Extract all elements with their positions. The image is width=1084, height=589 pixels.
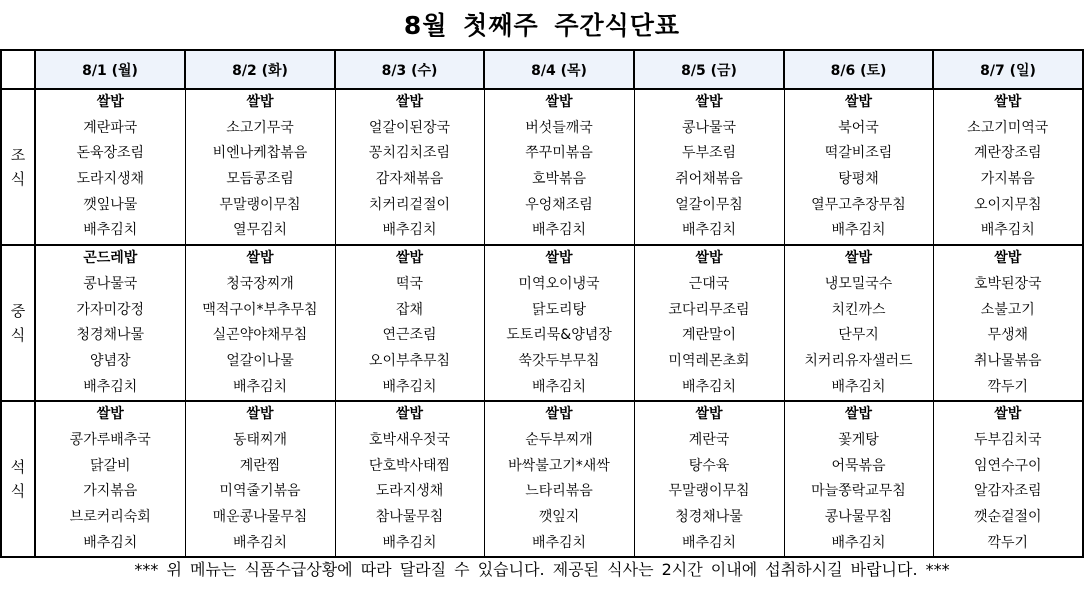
- menu-list: [785, 90, 933, 244]
- menu-item: 쌀밥: [695, 94, 723, 110]
- menu-item: 모듬콩조림: [226, 171, 294, 188]
- menu-item: 맥적구이*부추무침: [202, 301, 318, 318]
- menu-item: 계란파국: [83, 119, 138, 136]
- menu-item: 오이부추무침: [368, 352, 451, 369]
- menu-item: 배추김치: [232, 534, 288, 551]
- menu-item: 배추김치: [681, 378, 737, 395]
- menu-item: 쌀밥: [994, 250, 1022, 267]
- menu-item: 배추김치: [681, 222, 737, 239]
- menu-list: [336, 90, 484, 244]
- meal-label-char: 식: [10, 326, 26, 345]
- weekly-menu-table: [0, 49, 1084, 558]
- menu-item: 감자채볶음: [375, 171, 444, 188]
- menu-item: 근대국: [688, 275, 730, 292]
- day-header: 8/7 (일): [933, 50, 1083, 89]
- menu-item: 곤드레밥: [83, 250, 138, 267]
- menu-item: 청경채나물: [675, 509, 743, 525]
- menu-item: 무말랭이무침: [219, 196, 301, 213]
- menu-item: 북어국: [838, 119, 879, 136]
- menu-item: 소고기무국: [226, 119, 294, 136]
- meal-row: [1, 401, 1083, 557]
- menu-list: [635, 246, 784, 400]
- menu-item: 쌀밥: [844, 406, 873, 423]
- menu-list: [186, 246, 335, 400]
- menu-item: 우엉채조림: [525, 196, 593, 213]
- menu-item: 임연수구이: [973, 457, 1042, 474]
- menu-list: [934, 402, 1083, 556]
- header-row: [1, 50, 1083, 89]
- menu-item: 배추김치: [831, 222, 886, 239]
- menu-item: 깍두기: [987, 534, 1029, 551]
- meal-label-char: 식: [10, 482, 26, 501]
- menu-cell: [484, 89, 634, 245]
- menu-item: 오이지무침: [973, 196, 1042, 213]
- menu-item: 연근조림: [382, 327, 437, 344]
- menu-item: 쌀밥: [695, 250, 723, 267]
- menu-item: 닭도리탕: [531, 301, 587, 318]
- menu-item: 치킨까스: [831, 301, 886, 318]
- menu-item: 실곤약야채무침: [212, 327, 308, 344]
- footer-notice: *** 위 메뉴는 식품수급상황에 따라 달라질 수 있습니다. 제공된 식사는 2시간 이내에 섭취하시길 바랍니다. ***: [134, 560, 950, 579]
- menu-cell: [35, 89, 185, 245]
- menu-item: 청경채나물: [76, 327, 145, 344]
- menu-item: 깍두기: [987, 378, 1029, 395]
- menu-item: 배추김치: [83, 378, 138, 395]
- menu-item: 쌀밥: [96, 94, 124, 110]
- menu-item: 호박된장국: [973, 275, 1042, 292]
- menu-item: 닭갈비: [89, 457, 131, 474]
- menu-item: 배추김치: [382, 378, 437, 395]
- day-header: 8/6 (토): [784, 50, 933, 89]
- menu-item: 버섯들깨국: [525, 119, 593, 136]
- meal-label: [1, 89, 35, 245]
- menu-list: [635, 90, 784, 244]
- menu-item: 소고기미역국: [967, 119, 1049, 136]
- menu-list: [36, 246, 185, 400]
- menu-cell: [784, 245, 933, 401]
- menu-item: 콩나물국: [83, 275, 138, 292]
- menu-item: 가지볶음: [83, 483, 138, 500]
- menu-cell: [484, 245, 634, 401]
- menu-list: [934, 246, 1083, 400]
- menu-item: 꽁치김치조림: [368, 145, 451, 162]
- menu-item: 쌀밥: [96, 406, 124, 423]
- page-title: 8월 첫째주 주간식단표: [403, 11, 681, 40]
- menu-item: 알감자조림: [973, 483, 1042, 500]
- menu-cell: [35, 401, 185, 557]
- menu-item: 탕평채: [838, 171, 879, 188]
- menu-item: 무생채: [987, 327, 1029, 344]
- menu-cell: [933, 245, 1083, 401]
- menu-item: 쌀밥: [844, 250, 873, 267]
- menu-cell: [185, 89, 335, 245]
- menu-item: 쌀밥: [545, 406, 573, 423]
- day-header: 8/4 (목): [484, 50, 634, 89]
- corner-cell: [1, 50, 35, 89]
- menu-item: 탕수육: [688, 457, 730, 474]
- menu-item: 가지볶음: [980, 171, 1035, 188]
- menu-item: 브로커리숙회: [69, 509, 151, 525]
- day-header: 8/1 (월): [35, 50, 185, 89]
- menu-list: [336, 402, 484, 556]
- menu-cell: [335, 89, 484, 245]
- menu-item: 배추김치: [531, 534, 587, 551]
- menu-item: 배추김치: [382, 222, 437, 239]
- meal-label-char: 식: [10, 170, 26, 189]
- menu-item: 쌀밥: [695, 406, 723, 423]
- menu-item: 배추김치: [83, 534, 138, 551]
- menu-item: 계란찜: [239, 457, 281, 474]
- menu-item: 치커리유자샐러드: [804, 352, 913, 369]
- menu-item: 가자미강정: [76, 301, 145, 318]
- menu-item: 호박새우젓국: [368, 431, 451, 448]
- menu-cell: [634, 245, 784, 401]
- menu-cell: [634, 89, 784, 245]
- menu-item: 쥐어채볶음: [675, 171, 743, 188]
- menu-cell: [784, 89, 933, 245]
- menu-item: 미역오이냉국: [518, 275, 600, 292]
- menu-cell: [634, 401, 784, 557]
- menu-item: 마늘쫑락교무침: [811, 483, 906, 500]
- menu-item: 콩나물국: [681, 119, 737, 136]
- menu-item: 단무지: [838, 327, 879, 344]
- meal-label: [1, 245, 35, 401]
- menu-item: 바싹불고기*새싹: [508, 457, 610, 474]
- menu-item: 열무고추장무침: [811, 196, 906, 213]
- menu-item: 얼갈이무침: [675, 196, 743, 213]
- menu-item: 미역줄기볶음: [219, 483, 301, 500]
- menu-item: 두부조림: [681, 145, 737, 162]
- menu-item: 배추김치: [232, 378, 288, 395]
- menu-list: [186, 402, 335, 556]
- menu-list: [36, 90, 185, 244]
- menu-item: 어묵볶음: [831, 457, 886, 474]
- menu-item: 쌀밥: [545, 250, 573, 267]
- menu-cell: [484, 401, 634, 557]
- menu-item: 깻잎지: [538, 509, 580, 525]
- menu-item: 깻잎나물: [83, 196, 138, 213]
- menu-item: 미역레몬초회: [668, 352, 750, 369]
- menu-item: 깻순겉절이: [973, 509, 1042, 525]
- menu-item: 쌀밥: [395, 250, 424, 267]
- menu-item: 돈육장조림: [76, 145, 145, 162]
- menu-item: 꽃게탕: [838, 431, 879, 448]
- menu-item: 계란말이: [681, 327, 737, 344]
- menu-item: 쌀밥: [545, 94, 573, 110]
- menu-item: 소불고기: [980, 301, 1035, 318]
- menu-cell: [784, 401, 933, 557]
- menu-item: 비엔나케찹볶음: [212, 145, 308, 162]
- menu-item: 콩가루배추국: [69, 431, 151, 448]
- menu-list: [785, 402, 933, 556]
- menu-item: 배추김치: [831, 534, 886, 551]
- menu-list: [485, 246, 634, 400]
- menu-item: 배추김치: [531, 222, 587, 239]
- menu-item: 떡갈비조림: [824, 145, 893, 162]
- menu-item: 배추김치: [681, 534, 737, 551]
- menu-item: 단호박사태찜: [368, 457, 451, 474]
- menu-cell: [35, 245, 185, 401]
- menu-cell: [933, 401, 1083, 557]
- menu-list: [485, 402, 634, 556]
- menu-item: 얼갈이나물: [226, 352, 294, 369]
- meal-row: [1, 89, 1083, 245]
- menu-list: [635, 402, 784, 556]
- menu-item: 무말랭이무침: [668, 483, 750, 500]
- menu-cell: [335, 401, 484, 557]
- menu-item: 두부김치국: [973, 431, 1042, 448]
- menu-item: 배추김치: [831, 378, 886, 395]
- menu-item: 쌀밥: [246, 250, 274, 267]
- menu-list: [36, 402, 185, 556]
- meal-label-char: 중: [10, 302, 26, 321]
- menu-item: 배추김치: [980, 222, 1035, 239]
- menu-list: [485, 90, 634, 244]
- menu-cell: [933, 89, 1083, 245]
- menu-item: 쭈꾸미볶음: [525, 145, 593, 162]
- menu-cell: [335, 245, 484, 401]
- menu-item: 쌀밥: [395, 406, 424, 423]
- menu-item: 쌀밥: [246, 94, 274, 110]
- menu-item: 얼갈이된장국: [368, 119, 451, 136]
- menu-list: [785, 246, 933, 400]
- menu-item: 참나물무침: [375, 509, 444, 525]
- meal-label-char: 석: [10, 458, 26, 477]
- menu-item: 열무김치: [232, 222, 288, 239]
- menu-item: 취나물볶음: [973, 352, 1042, 369]
- menu-item: 냉모밀국수: [824, 275, 893, 292]
- menu-item: 매운콩나물무침: [212, 509, 308, 525]
- menu-cell: [185, 401, 335, 557]
- menu-item: 쌀밥: [994, 94, 1022, 110]
- menu-item: 양념장: [89, 352, 131, 369]
- menu-item: 콩나물무침: [824, 509, 893, 525]
- menu-item: 도토리묵&양념장: [506, 327, 612, 344]
- day-header: 8/5 (금): [634, 50, 784, 89]
- menu-item: 도라지생채: [375, 483, 444, 500]
- meal-row: [1, 245, 1083, 401]
- meal-label-char: 조: [10, 146, 26, 165]
- menu-item: 배추김치: [382, 534, 437, 551]
- day-header: 8/2 (화): [185, 50, 335, 89]
- menu-item: 동태찌개: [232, 431, 288, 448]
- day-header: 8/3 (수): [335, 50, 484, 89]
- menu-item: 떡국: [395, 275, 424, 292]
- menu-item: 치커리겉절이: [368, 196, 451, 213]
- meal-label: [1, 401, 35, 557]
- menu-list: [186, 90, 335, 244]
- menu-list: [336, 246, 484, 400]
- menu-item: 청국장찌개: [226, 275, 294, 292]
- menu-item: 도라지생채: [76, 171, 145, 188]
- menu-item: 쌀밥: [246, 406, 274, 423]
- menu-item: 코다리무조림: [668, 301, 750, 318]
- menu-item: 쌀밥: [994, 406, 1022, 423]
- menu-cell: [185, 245, 335, 401]
- menu-item: 배추김치: [531, 378, 587, 395]
- menu-item: 잡채: [395, 301, 424, 318]
- menu-item: 쌀밥: [844, 94, 873, 110]
- menu-item: 호박볶음: [531, 171, 587, 188]
- menu-item: 배추김치: [83, 222, 138, 239]
- menu-list: [934, 90, 1083, 244]
- menu-item: 쑥갓두부무침: [518, 352, 600, 369]
- menu-item: 쌀밥: [395, 94, 424, 110]
- menu-item: 계란장조림: [973, 145, 1042, 162]
- menu-item: 느타리볶음: [525, 483, 593, 500]
- menu-item: 계란국: [688, 431, 730, 448]
- menu-item: 순두부찌개: [525, 431, 593, 448]
